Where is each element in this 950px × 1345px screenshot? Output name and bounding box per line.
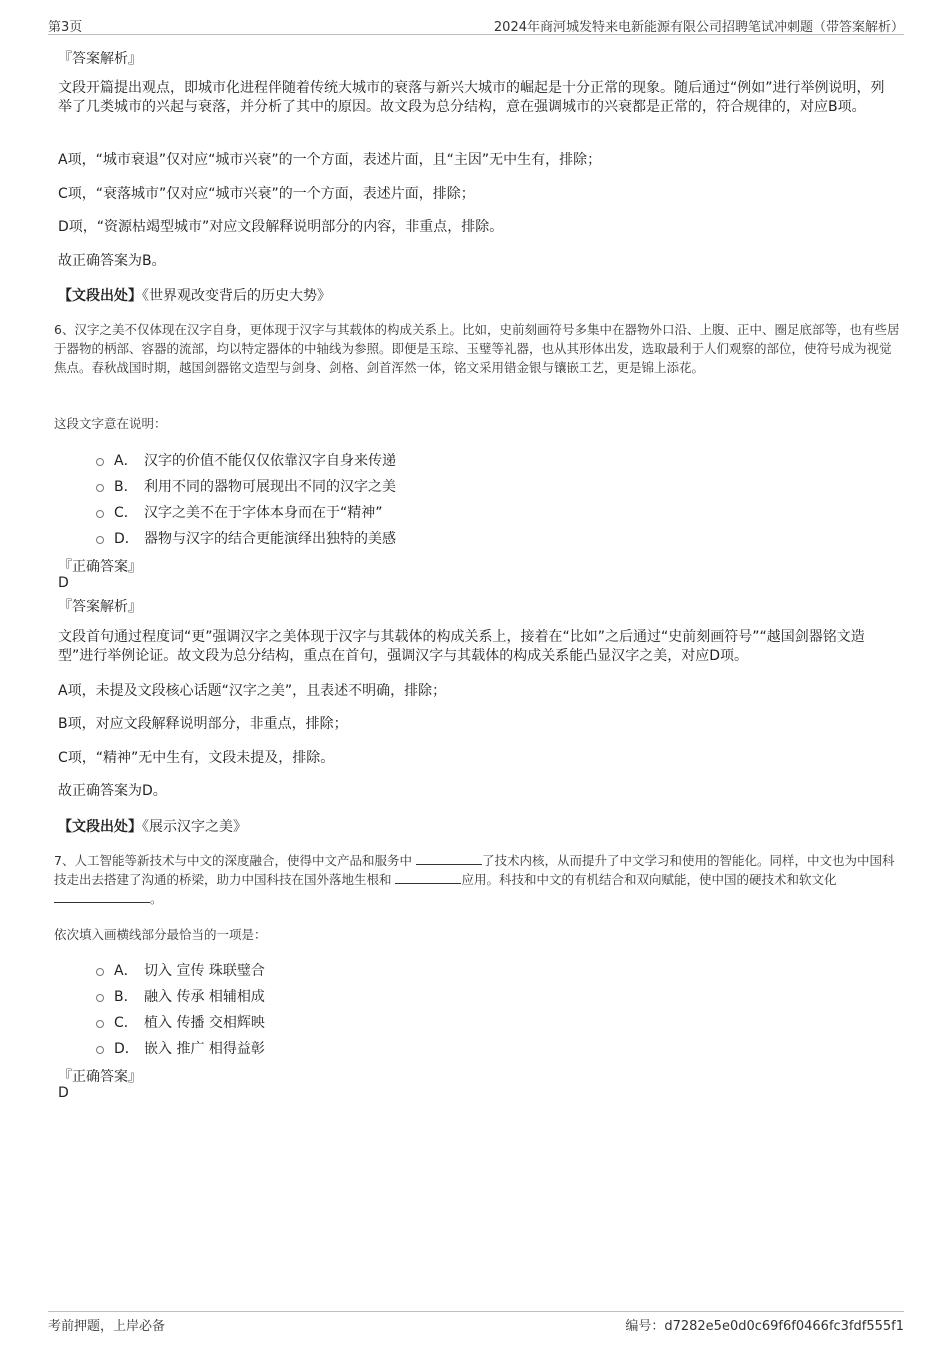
q7-option-c[interactable] [96, 1012, 265, 1032]
fill-blank-2 [395, 883, 461, 884]
answer-label: 『正确答案』 [58, 1069, 142, 1085]
page-header [48, 14, 904, 35]
answer-value: D [58, 1085, 69, 1101]
analysis-conclusion: 故正确答案为B。 [58, 253, 166, 269]
analysis-conclusion: 故正确答案为D。 [58, 783, 167, 799]
option-key: B． [114, 989, 138, 1005]
option-key: C． [114, 1015, 138, 1031]
option-key: C． [114, 505, 138, 521]
fill-blank-1 [416, 864, 482, 865]
option-text: 植入 传播 交相辉映 [144, 1015, 265, 1031]
radio-icon[interactable] [96, 1046, 104, 1054]
analysis-option-a: A项，“城市衰退”仅对应“城市兴衰”的一个方面，表述片面，且“主因”无中生有，排除； [58, 152, 602, 168]
fill-blank-3 [54, 902, 150, 903]
q6-option-a[interactable] [96, 450, 396, 470]
option-key: A． [114, 453, 138, 469]
page-footer [48, 1311, 904, 1334]
option-text: 利用不同的器物可展现出不同的汉字之美 [144, 479, 396, 495]
page-number: 第3页 [48, 20, 83, 35]
answer-value: D [58, 575, 69, 591]
option-text: 融入 传承 相辅相成 [144, 989, 265, 1005]
analysis-label: 『答案解析』 [58, 599, 142, 615]
option-text: 器物与汉字的结合更能演绎出独特的美感 [144, 531, 396, 547]
answer-label: 『正确答案』 [58, 559, 142, 575]
question-6-text: 6、汉字之美不仅体现在汉字自身，更体现于汉字与其载体的构成关系上。比如，史前刻画符号多集中在器物外口沿、上腹、正中、圈足底部等，也有些居于器物的柄部、容器的流部，均以特定器体的中轴线为参照。即便是玉琮、玉璧等礼器，也从其形体出发，选取最利于人们观察的部位，使符号成为视觉焦点。春秋战国时期，越国剑器铭文造型与剑身、剑格、剑首浑然一体，铭文采用错金银与镶嵌工艺，更是锦上添花。 [54, 322, 900, 375]
option-text: 汉字之美不在于字体本身而在于“精神” [144, 505, 383, 521]
analysis-option-b: B项，对应文段解释说明部分，非重点，排除； [58, 716, 348, 732]
radio-icon[interactable] [96, 536, 104, 544]
option-key: D． [114, 1041, 139, 1057]
analysis-option-c: C项，“衰落城市”仅对应“城市兴衰”的一个方面，表述片面，排除； [58, 186, 475, 202]
q7-option-a[interactable] [96, 960, 265, 980]
q6-option-b[interactable] [96, 476, 396, 496]
q6-option-c[interactable] [96, 502, 383, 522]
q7-option-b[interactable] [96, 986, 265, 1006]
q7-option-d[interactable] [96, 1038, 265, 1058]
footer-slogan: 考前押题，上岸必备 [48, 1319, 166, 1334]
document-code: 编号：d7282e5e0d0c69f6f0466fc3fdf555f1 [625, 1319, 904, 1334]
source-label: 【文段出处】 [58, 288, 142, 304]
analysis-paragraph: 文段开篇提出观点，即城市化进程伴随着传统大城市的衰落与新兴大城市的崛起是十分正常的现象。随后通过“例如”进行举例说明，列举了几类城市的兴起与衰落，并分析了其中的原因。故文段为总分结构，意在强调城市的兴衰都是正常的，符合规律的，对应B项。 [58, 80, 885, 115]
question-7-prompt: 依次填入画横线部分最恰当的一项是： [54, 927, 267, 942]
option-key: B． [114, 479, 138, 495]
text-source [58, 816, 247, 836]
option-text: 汉字的价值不能仅仅依靠汉字自身来传递 [144, 453, 396, 469]
question-7-text: 7、人工智能等新技术与中文的深度融合，使得中文产品和服务中 了技术内核，从而提升了中文学习和使用的智能化。同样，中文也为中国科技走出去搭建了沟通的桥梁，助力中国科技在国外落地生根和 应用。科技和中文的有机结合和双向赋能，使中国的硬技术和软文化 。 [54, 853, 895, 906]
source-title: 《世界观改变背后的历史大势》 [142, 288, 331, 304]
analysis-option-d: D项，“资源枯竭型城市”对应文段解释说明部分的内容，非重点，排除。 [58, 219, 504, 235]
analysis-option-a: A项，未提及文段核心话题“汉字之美”，且表述不明确，排除； [58, 683, 447, 699]
source-label: 【文段出处】 [58, 819, 142, 835]
source-title: 《展示汉字之美》 [142, 819, 247, 835]
document-title: 2024年商河城发特来电新能源有限公司招聘笔试冲刺题（带答案解析） [493, 20, 904, 35]
analysis-option-c: C项，“精神”无中生有，文段未提及，排除。 [58, 750, 335, 766]
radio-icon[interactable] [96, 1020, 104, 1028]
radio-icon[interactable] [96, 484, 104, 492]
option-key: A． [114, 963, 138, 979]
question-6-prompt: 这段文字意在说明： [54, 416, 167, 431]
radio-icon[interactable] [96, 510, 104, 518]
radio-icon[interactable] [96, 968, 104, 976]
radio-icon[interactable] [96, 458, 104, 466]
q6-option-d[interactable] [96, 528, 396, 548]
text-source [58, 285, 331, 305]
option-key: D． [114, 531, 139, 547]
option-text: 嵌入 推广 相得益彰 [144, 1041, 265, 1057]
analysis-paragraph: 文段首句通过程度词“更”强调汉字之美体现于汉字与其载体的构成关系上，接着在“比如”之后通过“史前刻画符号”“越国剑器铭文造型”进行举例论证。故文段为总分结构，重点在首句，强调汉字与其载体的构成关系能凸显汉字之美，对应D项。 [58, 629, 865, 664]
radio-icon[interactable] [96, 994, 104, 1002]
option-text: 切入 宣传 珠联璧合 [144, 963, 265, 979]
analysis-label: 『答案解析』 [58, 51, 142, 67]
